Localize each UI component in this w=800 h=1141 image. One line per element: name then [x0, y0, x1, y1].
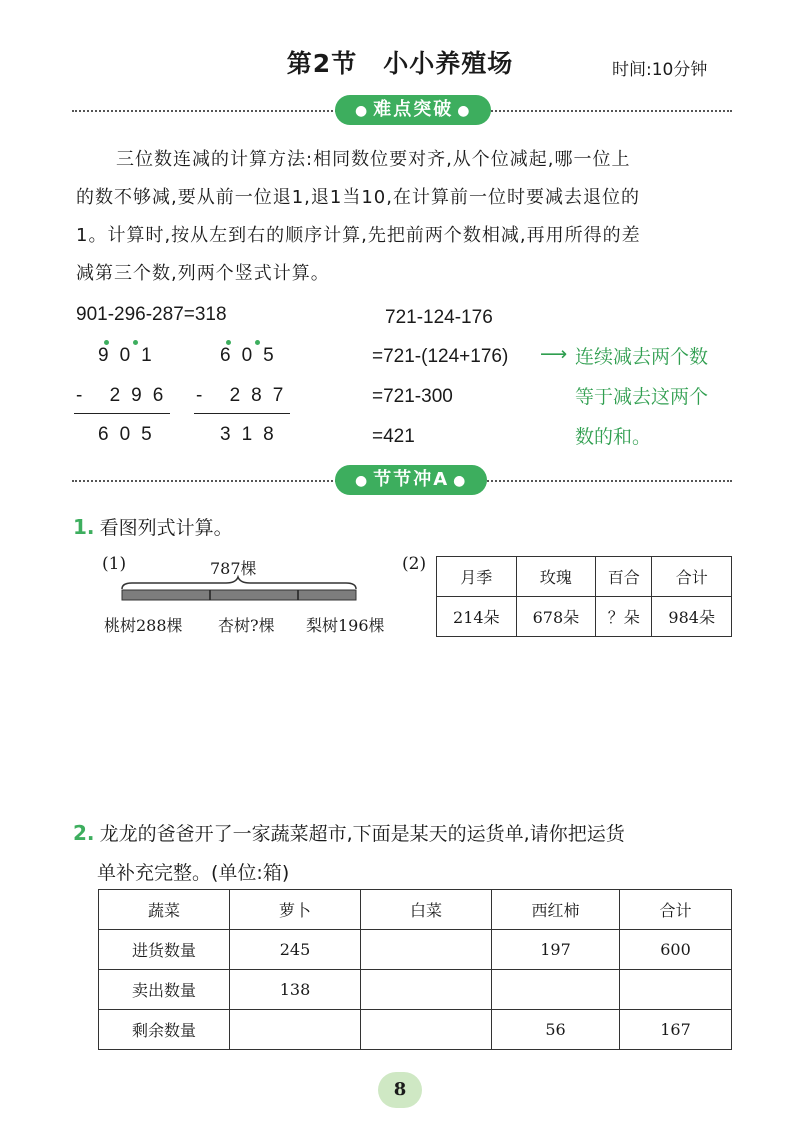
bar-segments: [122, 590, 356, 600]
table-row: [99, 970, 732, 1010]
table-header: 蔬菜: [99, 890, 230, 930]
example1-equation: 901-296-287=318: [76, 304, 227, 325]
table-row: [99, 930, 732, 970]
table-cell: 167: [620, 1010, 732, 1050]
table-cell: 984朵: [652, 597, 732, 637]
table-cell: 进货数量: [99, 930, 230, 970]
table-cell: 600: [620, 930, 732, 970]
question-text: 龙龙的爸爸开了一家蔬菜超市,下面是某天的运货单,请你把运货: [99, 823, 625, 845]
vertical-calc-sub: - 287: [196, 385, 295, 406]
table-cell: 56: [492, 1010, 620, 1050]
vertical-calc-top: 901: [98, 345, 163, 366]
table-cell: 卖出数量: [99, 970, 230, 1010]
table-header: 萝卜: [230, 890, 361, 930]
table-cell: 245: [230, 930, 361, 970]
dot-icon: ●: [453, 473, 468, 489]
paragraph-line: 三位数连减的计算方法:相同数位要对齐,从个位减起,哪一位上: [116, 149, 631, 170]
table-cell: 剩余数量: [99, 1010, 230, 1050]
table-row: [437, 557, 732, 597]
question-text: 看图列式计算。: [99, 517, 233, 539]
paragraph-line: 减第三个数,列两个竖式计算。: [76, 263, 330, 284]
dot-icon: ●: [355, 103, 370, 119]
table-header: 白菜: [361, 890, 492, 930]
table-cell: [361, 970, 492, 1010]
segment-label: 梨树196棵: [306, 616, 385, 635]
table-row: [437, 597, 732, 637]
section-badge-label: 节节冲A: [373, 469, 450, 490]
section-badge-practice: [335, 465, 487, 495]
method-paragraph: [76, 141, 736, 293]
table-cell: 197: [492, 930, 620, 970]
table-cell: 678朵: [516, 597, 596, 637]
example2-note: [575, 337, 745, 457]
vertical-calc-result: 605: [98, 424, 163, 445]
table-header: 西红柿: [492, 890, 620, 930]
part-label: (2): [402, 554, 427, 574]
calc-rule: [194, 413, 290, 414]
note-line: 数的和。: [575, 426, 652, 448]
vertical-calc-result: 318: [220, 424, 285, 445]
dot-icon: ●: [457, 103, 472, 119]
segment-label: 杏树?棵: [218, 616, 275, 635]
section-badge-label: 难点突破: [373, 99, 454, 120]
question-number: 2.: [73, 821, 95, 845]
question-1: [73, 513, 233, 540]
dot-icon: ●: [355, 473, 370, 489]
table-cell: 214朵: [437, 597, 517, 637]
section-badge-difficulty: [335, 95, 491, 125]
page-number: 8: [378, 1072, 422, 1108]
table-cell: [230, 1010, 361, 1050]
shipment-table: [98, 889, 732, 1050]
table-header: 月季: [437, 557, 517, 597]
note-line: 连续减去两个数: [575, 346, 709, 368]
table-header: 百合: [596, 557, 652, 597]
table-cell: [361, 1010, 492, 1050]
example2-line: =721-(124+176): [372, 346, 509, 367]
arrow-right-icon: ⟶: [540, 343, 568, 365]
bar-diagram: [118, 575, 362, 605]
calc-rule: [74, 413, 170, 414]
example2-line: =421: [372, 426, 415, 447]
example2-line: 721-124-176: [385, 307, 493, 328]
table-cell: [492, 970, 620, 1010]
total-brace: [122, 577, 356, 589]
question-number: 1.: [73, 515, 95, 539]
vertical-calc-sub: - 296: [76, 385, 175, 406]
table-cell: 138: [230, 970, 361, 1010]
time-label: 时间:10分钟: [612, 60, 708, 80]
paragraph-line: 的数不够减,要从前一位退1,退1当10,在计算前一位时要减去退位的: [76, 187, 640, 208]
table-row: [99, 1010, 732, 1050]
note-line: 等于减去这两个: [575, 386, 709, 408]
part-label: (1): [102, 554, 127, 574]
page-title: 第2节 小小养殖场: [286, 49, 514, 78]
table-cell: [620, 970, 732, 1010]
table-row: [99, 890, 732, 930]
question-text: 单补充完整。(单位:箱): [97, 862, 290, 884]
total-label: 787棵: [210, 559, 257, 578]
table-header: 合计: [652, 557, 732, 597]
table-cell: ？朵: [596, 597, 652, 637]
question-2: [73, 814, 743, 892]
table-header: 合计: [620, 890, 732, 930]
table-cell: [361, 930, 492, 970]
table-header: 玫瑰: [516, 557, 596, 597]
flower-table: [436, 556, 732, 637]
example2-line: =721-300: [372, 386, 453, 407]
segment-label: 桃树288棵: [104, 616, 183, 635]
vertical-calc-top: 605: [220, 345, 285, 366]
paragraph-line: 1。计算时,按从左到右的顺序计算,先把前两个数相减,再用所得的差: [76, 225, 641, 246]
